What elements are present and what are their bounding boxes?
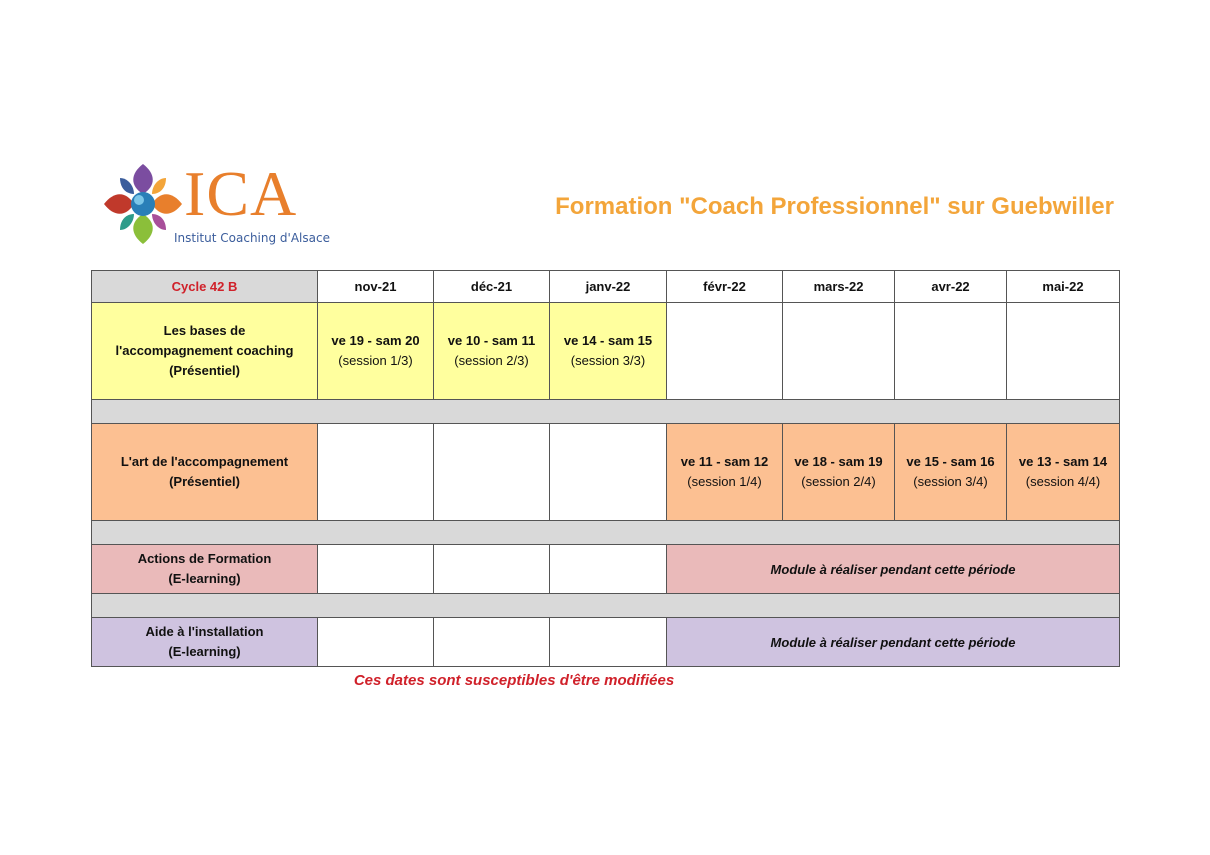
empty-cell [550,618,667,667]
month-header: nov-21 [318,271,434,303]
ica-logo [100,160,330,250]
page-title: Formation "Coach Professionnel" sur Guebwiller [555,193,1114,220]
session-cell [667,424,783,521]
empty-cell [434,545,550,594]
month-header: févr-22 [667,271,783,303]
empty-cell [667,303,783,400]
session-cell [783,424,895,521]
empty-cell [550,545,667,594]
session-date: ve 13 - sam 14 [1018,454,1108,469]
empty-cell [550,424,667,521]
session-number: (session 1/3) [338,353,413,368]
row-label [92,303,318,400]
table-row [92,545,1120,594]
table-row [92,618,1120,667]
empty-cell [895,303,1007,400]
session-date: ve 19 - sam 20 [331,333,420,348]
session-cell [895,424,1007,521]
row-label [92,618,318,667]
session-number: (session 2/4) [801,474,876,489]
separator-cell [92,521,1120,545]
session-number: (session 4/4) [1025,474,1101,489]
logo-subtitle: Institut Coaching d'Alsace [174,231,330,245]
empty-cell [318,618,434,667]
cycle-label: Cycle 42 B [92,271,318,303]
module-period-cell: Module à réaliser pendant cette période [667,545,1120,594]
session-number: (session 2/3) [454,353,529,368]
disclaimer-text: Ces dates sont susceptibles d'être modifiées [353,672,675,689]
empty-cell [318,545,434,594]
row-label-line: L'art de l'accompagnement [120,454,289,469]
session-number: (session 3/4) [913,474,988,489]
row-label [92,424,318,521]
session-date: ve 10 - sam 11 [447,333,536,348]
month-header: janv-22 [550,271,667,303]
separator-cell [92,594,1120,618]
month-header: mars-22 [783,271,895,303]
month-header: mai-22 [1007,271,1120,303]
session-number: (session 3/3) [570,353,646,368]
session-cell [434,303,550,400]
module-period-cell: Module à réaliser pendant cette période [667,618,1120,667]
row-label-line: l'accompagnement coaching [115,343,294,358]
row-label-line: Les bases de [163,323,246,338]
empty-cell [434,424,550,521]
header-row [92,271,1120,303]
session-number: (session 1/4) [687,474,762,489]
row-label-line: (Présentiel) [169,363,240,378]
session-cell [318,303,434,400]
separator-row [92,400,1120,424]
session-date: ve 14 - sam 15 [563,333,653,348]
separator-row [92,594,1120,618]
row-label-line: Actions de Formation [137,551,272,566]
separator-cell [92,400,1120,424]
separator-row [92,521,1120,545]
session-cell [1007,424,1120,521]
logo-wordmark: ICA [184,158,298,229]
empty-cell [1007,303,1120,400]
empty-cell [318,424,434,521]
schedule-table [91,270,1120,667]
table-row [92,424,1120,521]
table-row [92,303,1120,400]
row-label-line: (Présentiel) [169,474,240,489]
disclaimer-note [91,672,1119,689]
session-date: ve 18 - sam 19 [794,454,883,469]
row-label-line: (E-learning) [168,644,241,659]
session-date: ve 15 - sam 16 [906,454,995,469]
row-label-line: Aide à l'installation [145,624,264,639]
row-label [92,545,318,594]
session-cell [550,303,667,400]
row-label-line: (E-learning) [168,571,241,586]
empty-cell [434,618,550,667]
empty-cell [783,303,895,400]
month-header: déc-21 [434,271,550,303]
session-date: ve 11 - sam 12 [680,454,769,469]
month-header: avr-22 [895,271,1007,303]
